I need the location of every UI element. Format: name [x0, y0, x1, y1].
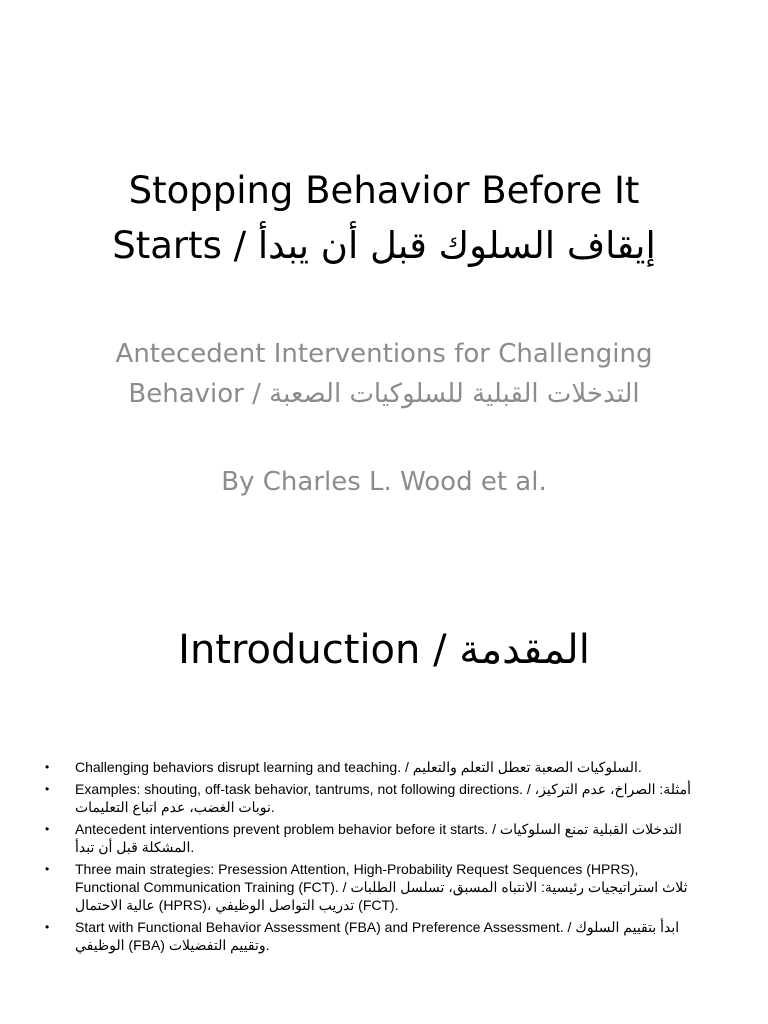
- bullet-icon: •: [45, 760, 50, 774]
- list-item: [40, 780, 700, 816]
- list-item: [40, 860, 700, 914]
- bullet-icon: •: [45, 822, 50, 836]
- bullet-icon: •: [45, 782, 50, 796]
- list-item: [40, 758, 700, 776]
- slide-title: Stopping Behavior Before It Starts / إيقاف السلوك قبل أن يبدأ: [112, 169, 656, 267]
- bullet-icon: •: [45, 862, 50, 876]
- list-item: [40, 918, 700, 954]
- bullet-text: Challenging behaviors disrupt learning and teaching. / السلوكيات الصعبة تعطل التعلم والتعليم.: [75, 759, 642, 775]
- slide-subtitle: Antecedent Interventions for Challenging Behavior / التدخلات القبلية للسلوكيات الصعبة: [115, 339, 653, 409]
- introduction-bullet-list: [40, 758, 700, 958]
- introduction-heading: Introduction / المقدمة: [178, 627, 590, 673]
- bullet-text: Examples: shouting, off-task behavior, tantrums, not following directions. / أمثلة: الصراخ، عدم التركيز، نوبات الغضب، عدم اتباع التعليمات.: [75, 781, 692, 815]
- list-item: [40, 820, 700, 856]
- bullet-text: Three main strategies: Presession Attention, High-Probability Request Sequences (HPRS), Functional Communication Training (FCT). / ثلاث استراتيجيات رئيسية: الانتباه المسبق، تسلسل الطلبات عالية الاحتمال (HPRS)، تدريب التواصل الوظيفي (FCT).: [75, 861, 688, 913]
- bullet-text: Start with Functional Behavior Assessment (FBA) and Preference Assessment. / ابدأ بتقييم السلوك الوظيفي (FBA) وتقييم التفضيلات.: [75, 919, 680, 953]
- bullet-icon: •: [45, 920, 50, 934]
- bullet-text: Antecedent interventions prevent problem behavior before it starts. / التدخلات القبلية تمنع السلوكيات المشكلة قبل أن تبدأ.: [75, 821, 682, 855]
- author-line: By Charles L. Wood et al.: [221, 467, 547, 497]
